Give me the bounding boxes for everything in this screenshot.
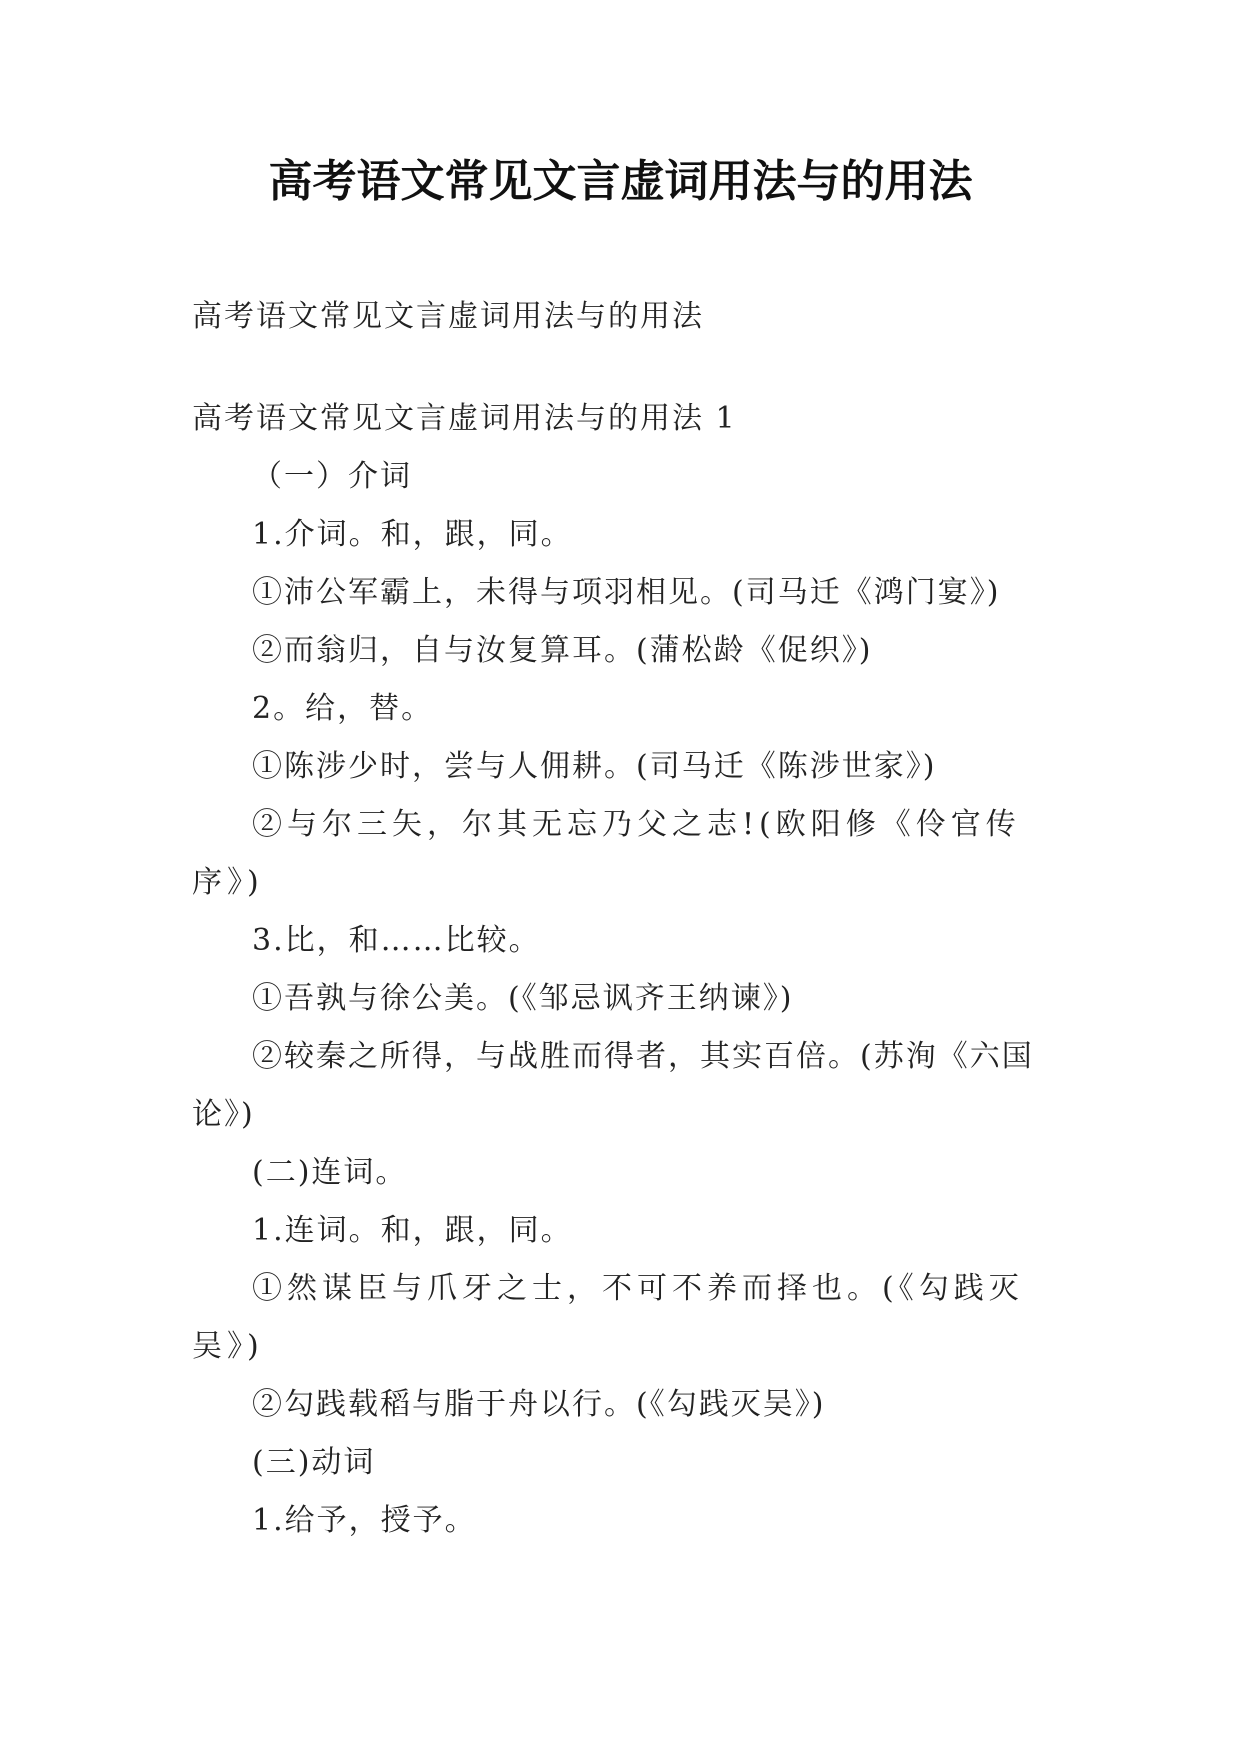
example-sentence: ①陈涉少时，尝与人佣耕。(司马迁《陈涉世家》) xyxy=(252,749,937,784)
paragraph: 3.比，和……比较。 xyxy=(252,923,541,958)
example-sentence: ①然谋臣与爪牙之士，不可不养而择也。(《勾践灭吴》) xyxy=(192,1271,1024,1364)
document-body xyxy=(192,288,1056,1550)
example-sentence: ②与尔三矢，尔其无忘乃父之志!(欧阳修《伶官传序》) xyxy=(192,807,1021,900)
example-sentence: ①沛公军霸上，未得与项羽相见。(司马迁《鸿门宴》) xyxy=(252,575,1001,610)
paragraph: 1.介词。和，跟，同。 xyxy=(252,517,573,552)
example-sentence: ②较秦之所得，与战胜而得者，其实百倍。(苏洵《六国论》) xyxy=(192,1039,1034,1132)
heading-prepositions: （一）介词 xyxy=(252,459,412,494)
heading-verbs: (三)动词 xyxy=(252,1445,376,1480)
paragraph: 2。给，替。 xyxy=(252,691,434,726)
heading-conjunctions: (二)连词。 xyxy=(252,1155,408,1190)
document-title: 高考语文常见文言虚词用法与的用法 xyxy=(268,156,973,207)
document-subtitle: 高考语文常见文言虚词用法与的用法 xyxy=(192,299,704,334)
example-sentence: ②而翁归，自与汝复算耳。(蒲松龄《促织》) xyxy=(252,633,873,668)
paragraph: 1.连词。和，跟，同。 xyxy=(252,1213,573,1248)
example-sentence: ①吾孰与徐公美。(《邹忌讽齐王纳谏》) xyxy=(252,981,794,1016)
section-heading: 高考语文常见文言虚词用法与的用法 1 xyxy=(192,401,737,436)
paragraph: 1.给予，授予。 xyxy=(252,1503,477,1538)
example-sentence: ②勾践载稻与脂于舟以行。(《勾践灭吴》) xyxy=(252,1387,826,1422)
